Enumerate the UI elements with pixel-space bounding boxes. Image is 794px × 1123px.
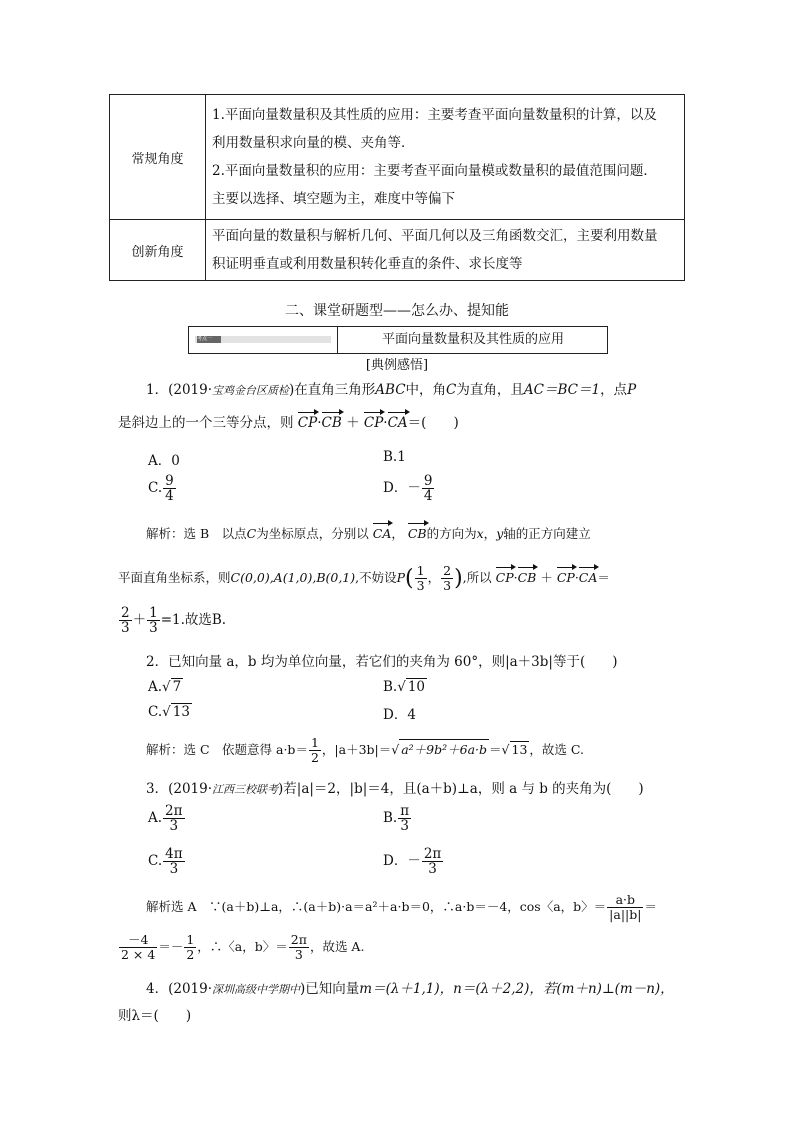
q3-stem: 3．(2019·江西三校联考)若|a|＝2，|b|＝4，且(a＋b)⊥a，则 a 与 b 的夹角为( ) [146, 781, 644, 797]
table-line: 2.平面向量数量积的应用：主要考查平面向量模或数量积的最值范围问题． [212, 163, 657, 179]
q3-option-a: A. $\frac{2\pi}{3}$ [148, 803, 183, 834]
angle-table [109, 94, 685, 281]
q1-option-c: C. $\frac{9}{4}$ [148, 473, 174, 504]
q2-option-c: C.√ 13 [148, 704, 190, 720]
table-row [110, 220, 685, 281]
table-line: 1.平面向量数量积及其性质的应用：主要考查平面向量数量积的计算，以及 [212, 107, 657, 123]
q1-stem: 1．(2019·宝鸡金台区质检)在直角三角形ABC中，角C为直角，且AC＝BC＝1，点P [146, 382, 637, 398]
q4-stem: 4．(2019·深圳高级中学期中)已知向量m＝(λ＋1,1)，n＝(λ＋2,2)，若(m＋n)⊥(m－n)， [146, 981, 674, 997]
topic-tag: 考点一 [197, 336, 221, 343]
q1-solution-line3: $\frac{2}{3}$ ＋ $\frac{1}{3}$ =1.故选B. [121, 605, 227, 636]
q2-option-b: B.√ 10 [383, 679, 426, 695]
q3-option-b: B. $\frac{\pi}{3}$ [383, 803, 410, 834]
table-line: 主要以选择、填空题为主，难度中等偏下 [212, 191, 455, 207]
q1-option-b: B.1 [383, 449, 406, 465]
q3-solution-line2: $\frac{-4}{2 \times 4}$ ＝－ $\frac{1}{2}$ ，∴〈a，b〉＝ $\frac{2\pi}{3}$ ，故选 A. [121, 932, 365, 962]
example-badge: [典例感悟] [365, 358, 429, 373]
table-line: 积证明垂直或利用数量积转化垂直的条件、求长度等 [212, 256, 523, 272]
table-row [110, 95, 685, 220]
section-title: 二、课堂研题型——怎么办、提知能 [285, 303, 509, 319]
q2-option-a: A.√ 7 [148, 679, 182, 695]
q2-stem: 2．已知向量 a，b 均为单位向量，若它们的夹角为 60°，则|a＋3b|等于( ) [146, 654, 618, 670]
topic-box [188, 326, 608, 354]
q1-option-a: A．0 [148, 453, 180, 469]
q1-solution: 解析：选 B 以点C为坐标原点，分别以 CA， CB的方向为x，y轴的正方向建立 [146, 522, 591, 542]
table-line: 利用数量积求向量的模、夹角等． [212, 135, 415, 151]
table-header-cell: 创新角度 [110, 220, 206, 281]
q1-solution-line2: 平面直角坐标系，则C(0,0),A(1,0),B(0,1),不妨设P( $\frac{1}{3}$ ， $\frac{2}{3}$ ),所以 CP·CB ＋ CP·CA＝ [118, 563, 610, 593]
table-header-cell: 常规角度 [110, 95, 206, 220]
q3-solution: 解析选 A ∵(a＋b)⊥a，∴(a＋b)·a＝a²＋a·b＝0，∴a·b＝－4，cos〈a，b〉＝ $\frac{a\cdot b}{|a||b|}$ ＝ [146, 892, 657, 922]
q2-option-d: D．4 [383, 707, 416, 723]
table-content-cell [206, 220, 685, 281]
q3-option-c: C. $\frac{4\pi}{3}$ [148, 846, 183, 877]
q2-solution: 解析：选 C 依题意得 a·b＝ $\frac{1}{2}$ ，|a＋3b|＝√ a²＋9b²＋6a·b ＝√ 13 ，故选 C. [146, 735, 584, 765]
q1-option-d: D．－ $\frac{9}{4}$ [383, 473, 433, 504]
table-content-cell [206, 95, 685, 220]
q1-stem-line2: 是斜边上的一个三等分点，则 CP·CB ＋ CP·CA＝( ) [118, 411, 459, 431]
q4-stem-line2: 则λ＝( ) [118, 1008, 192, 1024]
q3-option-d: D．－ $\frac{2\pi}{3}$ [383, 846, 442, 877]
table-line: 平面向量的数量积与解析几何、平面几何以及三角函数交汇，主要利用数量 [212, 228, 658, 244]
topic-title: 平面向量数量积及其性质的应用 [381, 332, 564, 347]
